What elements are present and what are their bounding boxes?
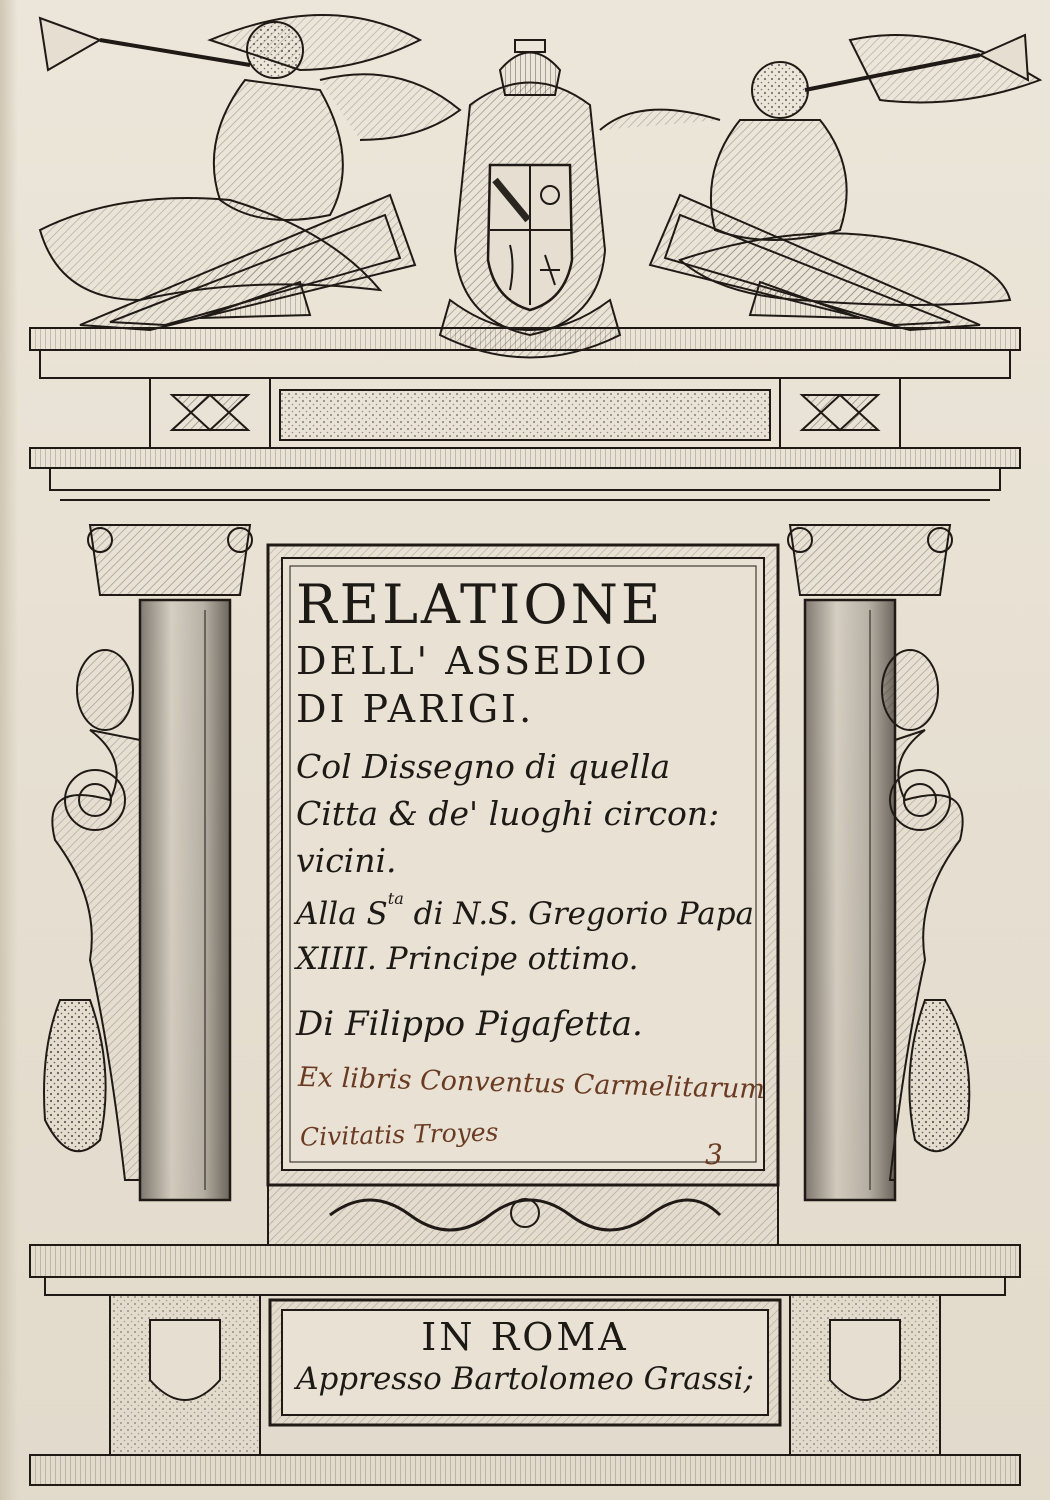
subtitle-line-1: DELL' ASSEDIO	[296, 639, 650, 683]
left-caryatid-herm	[44, 650, 140, 1180]
imprint-printer: Appresso Bartolomeo Grassi;	[296, 1361, 754, 1397]
title-block	[296, 573, 766, 1044]
manuscript-mark: 3	[705, 1138, 723, 1171]
book-title: RELATIONE	[296, 573, 664, 636]
description-line-2: Citta & de' luoghi circon:	[296, 794, 720, 833]
left-capital	[88, 525, 252, 595]
dedication-line-2: XIIII. Principe ottimo.	[296, 941, 639, 977]
manuscript-ownership-line-1: Ex libris Conventus Carmelitarum	[297, 1061, 766, 1106]
lower-scroll-ornament	[268, 1185, 778, 1245]
dedication-rest: di N.S. Gregorio Papa	[413, 896, 755, 932]
papal-coat-of-arms	[440, 40, 620, 358]
dedication-line-1	[296, 891, 766, 930]
dedication-superscript: ta	[387, 889, 404, 908]
subtitle-line-2: DI PARIGI.	[296, 687, 535, 731]
right-capital	[788, 525, 952, 595]
imprint-place: IN ROMA	[421, 1315, 629, 1359]
left-column	[140, 600, 230, 1200]
description-line-1: Col Dissegno di quella	[296, 747, 671, 786]
manuscript-ownership-line-2: Civitatis Troyes	[299, 1117, 499, 1152]
description-line-3: vicini.	[296, 841, 397, 880]
author-line: Di Filippo Pigafetta.	[296, 1004, 643, 1044]
dedication-prefix: Alla S	[296, 896, 388, 932]
imprint-block	[285, 1315, 765, 1397]
